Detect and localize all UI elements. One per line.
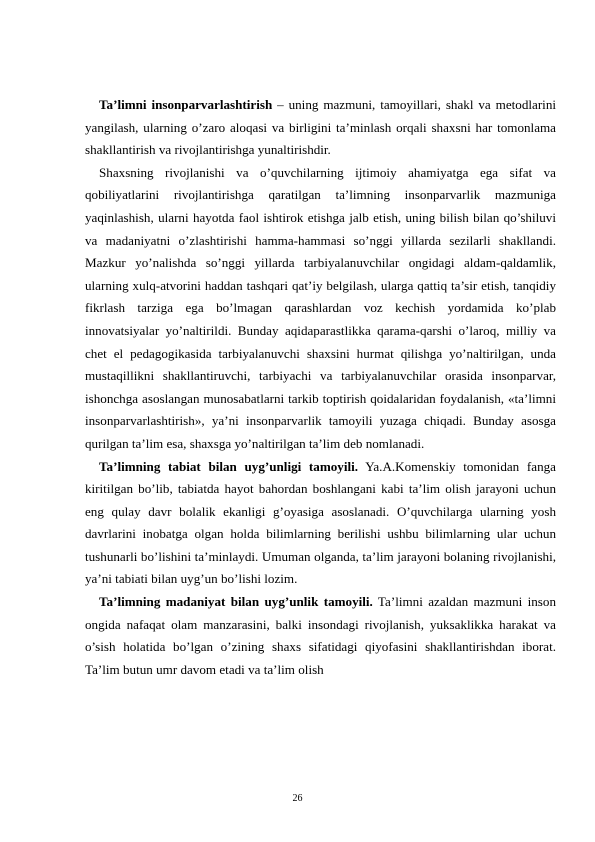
paragraph-lead: Ta’limning madaniyat bilan uyg’unlik tamoyili. [99, 594, 373, 610]
paragraph-text: – uning mazmuni, tamoyillari, shakl va metodlarini yangilash, ularning o’zaro aloqasi va birligini ta’minlash orqali shaxsni har tomonlama shakllantirish va rivojlantirishga yunaltirishdir. [85, 97, 557, 158]
page-number: 26 [292, 793, 303, 804]
paragraph-humanization [85, 94, 556, 162]
paragraph-text: Ya.A.Komenskiy tomonidan fanga kiritilgan bo’lib, tabiatda hayot bahordan boshlangani kabi ta’lim olish jarayoni uchun eng qulay davr bolalik ekanligi g’oyasiga asoslanadi. O’quvchilarga ularning yosh davrlarini inobatga olgan holda bilimlarning berilishi ushbu bilimlarning ular uchun tushunarli bo’lishini ta’minlaydi. Umuman olganda, ta’lim jarayoni bolaning rivojlanishi, ya’ni tabiati bilan uyg’un bo’lishi lozim. [85, 458, 556, 587]
paragraph-personality-development [85, 162, 556, 456]
paragraph-lead: Ta’limni insonparvarlashtirish [99, 97, 273, 112]
paragraph-nature-principle [85, 456, 556, 592]
text-body [85, 94, 556, 681]
paragraph-culture-principle [85, 591, 556, 681]
paragraph-lead: Ta’limning tabiat bilan uyg’unligi tamoyili. [99, 458, 359, 474]
paragraph-text: Shaxsning rivojlanishi va o’quvchilarning ijtimoiy ahamiyatga ega sifat va qobiliyatlarini rivojlantirishga qaratilgan ta’limning insonparvarlik mazmuniga yaqinlashish, ularni hayotda faol ishtirok etishga jalb etish, uning bilish bilan qo’shiluvi va madaniyatni o’zlashtirishi hamma-hammasi so’nggi yillarda sezilarli shakllandi. Mazkur yo’nalishda so’nggi yillarda tarbiyalanuvchilar ongidagi aldam-qaldamlik, ularning xulq-atvorini haddan tashqari qat’iy belgilash, ularga qattiq ta’sir etish, tanqidiy fikrlash tarziga ega bo’lmagan qarashlardan voz kechish yordamida ko’plab innovatsiyalar yo’naltirildi. Bunday aqidaparastlikka qarama-qarshi o’laroq, milliy va chet el pedagogikasida tarbiyalanuvchi shaxsini hurmat qilishga yo’naltirilgan, unda mustaqillikni shakllantiruvchi, tarbiyachi va tarbiyalanuvchilar orasida insonparvar, ishonchga asoslangan munosabatlarni tarkib toptirish qoidalaridan foydalanish, «ta’limni insonparvarlashtirish», ya’ni insonparvarlik tamoyili yuzaga chiqadi. Bunday asosga qurilgan ta’lim esa, shaxsga yo’naltirilgan ta’lim deb nomlanadi. [85, 164, 556, 451]
paragraph-text: Ta’limni azaldan mazmuni inson ongida nafaqat olam manzarasini, balki insondagi rivojlanish, yuksaklikka harakat va o’sish holatida bo’lgan o’zining shaxs sifatidagi qiyofasini shakllantirishdan iborat. Ta’lim butun umr davom etadi va ta’lim olish [85, 594, 556, 677]
